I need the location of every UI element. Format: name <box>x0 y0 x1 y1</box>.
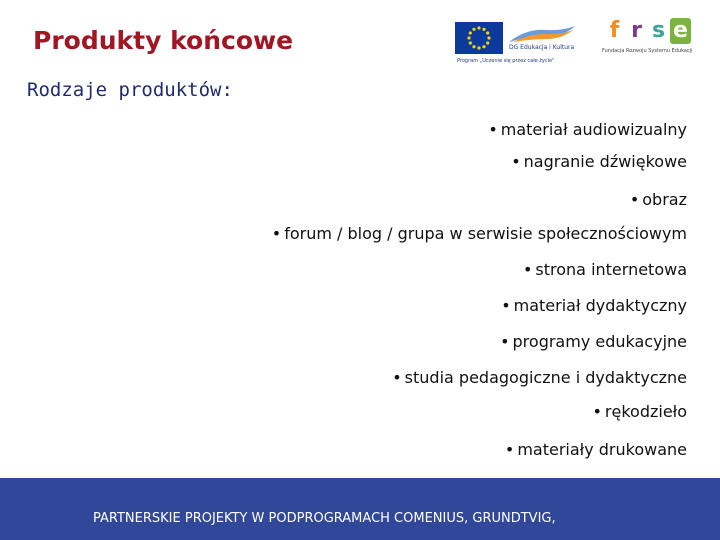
frse-logo <box>600 18 700 60</box>
list-item <box>392 368 687 387</box>
bullet-icon: • <box>488 120 498 139</box>
list-item-text: programy edukacyjne <box>512 332 687 351</box>
list-item <box>523 260 687 279</box>
list-item-text: rękodzieło <box>604 402 687 421</box>
list-item <box>592 402 687 421</box>
list-item <box>501 296 687 315</box>
eu-flag-icon <box>455 22 503 54</box>
list-item-text: obraz <box>642 190 687 209</box>
footer-text: PARTNERSKIE PROJEKTY W PODPROGRAMACH COMENIUS, GRUNDTVIG, <box>93 511 556 526</box>
bullet-icon: • <box>629 190 640 209</box>
bullet-icon: • <box>511 152 521 171</box>
eu-logo-line1: DG Edukacja i Kultura <box>509 44 575 51</box>
list-item <box>505 440 687 459</box>
slide-subtitle: Rodzaje produktów: <box>27 79 233 101</box>
bullet-icon: • <box>271 224 282 243</box>
footer-bar <box>0 478 720 540</box>
frse-letter-f: f <box>609 18 620 43</box>
wing-icon <box>507 24 577 44</box>
bullet-icon: • <box>500 332 510 351</box>
bullet-icon: • <box>504 440 515 459</box>
slide-title: Produkty końcowe <box>33 26 294 55</box>
list-item-text: forum / blog / grupa w serwisie społecznościowym <box>284 224 687 243</box>
bullet-icon: • <box>501 296 511 315</box>
list-item <box>511 152 687 171</box>
list-item-text: materiał audiowizualny <box>500 120 687 139</box>
eu-logo-line2: Program „Uczenie się przez całe życie" <box>457 58 555 64</box>
list-item <box>500 332 687 351</box>
list-item-text: studia pedagogiczne i dydaktyczne <box>404 368 687 387</box>
bullet-icon: • <box>592 402 602 421</box>
bullet-icon: • <box>392 368 402 387</box>
list-item <box>488 120 687 139</box>
list-item <box>630 190 687 209</box>
list-item-text: materiały drukowane <box>517 440 687 459</box>
list-item-text: nagranie dźwiękowe <box>523 152 687 171</box>
bullet-icon: • <box>522 260 533 279</box>
frse-caption: Fundacja Rozwoju Systemu Edukacji <box>602 48 693 54</box>
list-item-text: materiał dydaktyczny <box>513 296 687 315</box>
frse-letter-e: e <box>670 18 691 44</box>
frse-letters <box>604 18 691 44</box>
eu-logo <box>455 22 585 68</box>
list-item-text: strona internetowa <box>535 260 687 279</box>
frse-letter-s: s <box>651 18 666 43</box>
frse-letter-r: r <box>631 18 642 43</box>
list-item <box>272 224 687 243</box>
